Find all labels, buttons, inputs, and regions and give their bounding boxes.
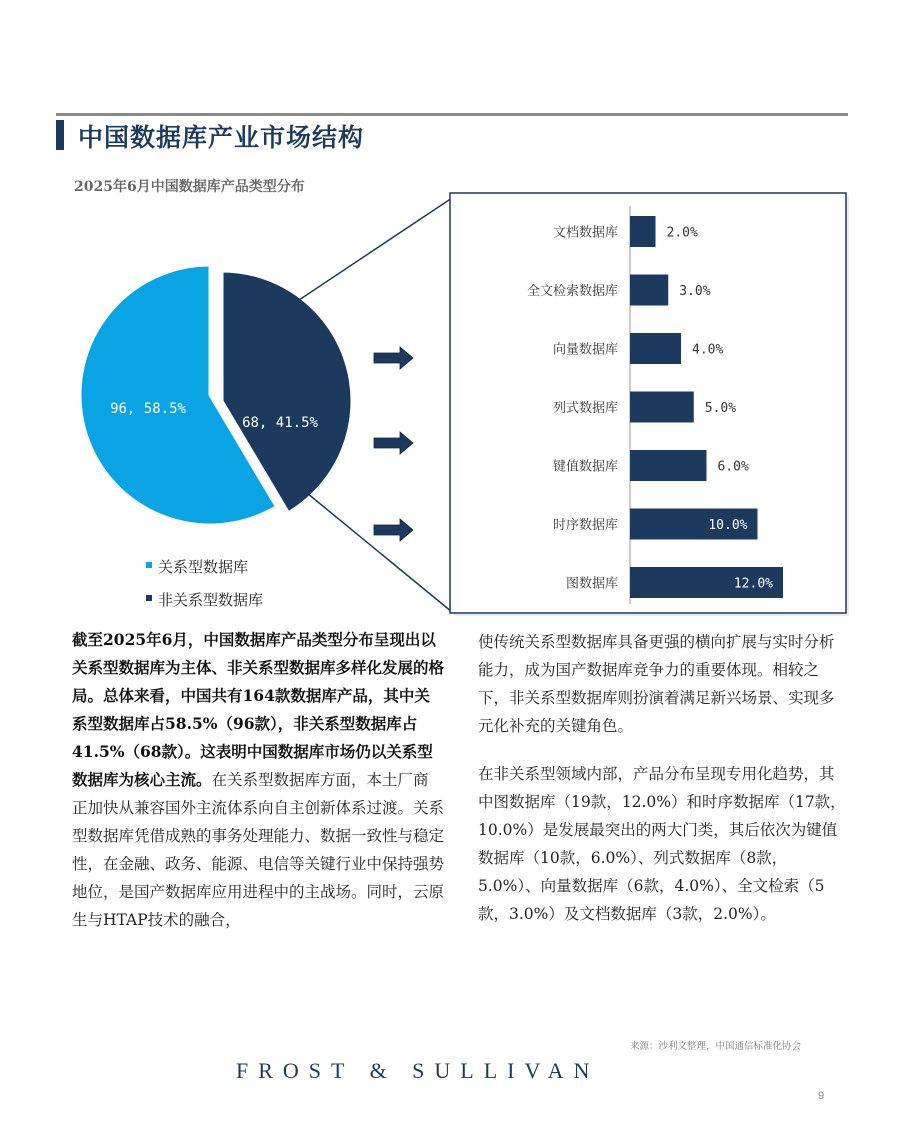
left-normal-paragraph: 在关系型数据库方面，本土厂商正加快从兼容国外主流体系向自主创新体系过渡。关系型数据库凭借成熟的事务处理能力、数据一致性与稳定性，在金融、政务、能源、电信等关键行业中保持强势地位，是国产数据库应用进程中的主战场。同时，云原生与HTAP技术的融合， [72, 771, 445, 929]
category-label: 键值数据库 [552, 459, 618, 475]
bar [630, 333, 681, 364]
value-label: 2.0% [666, 225, 698, 241]
legend-label-non-relational: 非关系型数据库 [158, 591, 264, 609]
category-label: 全文检索数据库 [526, 284, 618, 299]
category-label: 向量数据库 [552, 342, 618, 358]
brand-logo: FROST & SULLIVAN [236, 1058, 600, 1083]
arrow-icons [374, 347, 413, 541]
pie-label-non-relational: 68, 41.5% [242, 415, 318, 431]
right-paragraph-1: 使传统关系型数据库具备更强的横向扩展与实时分析能力，成为国产数据库竞争力的重要体现。相较之下，非关系型数据库则扮演着满足新兴场景、实现多元化补充的关键角色。 [478, 633, 835, 735]
right-text-column [478, 628, 848, 928]
bar [630, 275, 668, 306]
pie-chart [80, 265, 352, 525]
category-label: 时序数据库 [552, 518, 618, 533]
left-text-column [72, 626, 444, 934]
legend-swatch-relational [146, 562, 152, 568]
right-paragraph-2: 在非关系型领域内部，产品分布呈现专用化趋势，其中图数据库（19款，12.0%）和时序数据库（17款，10.0%）是发展最突出的两大门类，其后依次为键值数据库（10款，6.0%）、列式数据库（8款，5.0%）、向量数据库（6款，4.0%）、全文检索（5款，3.0%）及文档数据库（3款，2.0%）。 [478, 765, 846, 923]
legend-label-relational: 关系型数据库 [158, 558, 249, 576]
chart-subtitle: 2025年6月中国数据库产品类型分布 [74, 179, 305, 195]
arrow-icon [374, 347, 413, 369]
source-note: 来源：沙利文整理，中国通信标准化协会 [630, 1041, 802, 1052]
bar [630, 216, 656, 247]
bar [630, 392, 694, 423]
legend-swatch-non-relational [146, 595, 152, 601]
bar-chart [450, 193, 849, 616]
left-bold-paragraph: 截至2025年6月，中国数据库产品类型分布呈现出以关系型数据库为主体、非关系型数据库多样化发展的格局。总体来看，中国共有164款数据库产品，其中关系型数据库占58.5%（96款），非关系型数据库占41.5%（68款）。这表明中国数据库市场仍以关系型数据库为核心主流。 [72, 630, 445, 789]
connector-line-top [296, 198, 452, 302]
pie-label-relational: 96, 58.5% [110, 401, 186, 417]
page-number: 9 [818, 1090, 825, 1102]
value-label: 5.0% [704, 401, 737, 416]
value-label: 4.0% [692, 342, 724, 358]
value-label: 3.0% [679, 284, 711, 299]
value-label: 10.0% [708, 518, 748, 533]
legend-item-relational [146, 556, 248, 577]
arrow-icon [374, 432, 413, 454]
category-label: 文档数据库 [552, 225, 618, 241]
value-label: 12.0% [733, 576, 773, 592]
category-label: 图数据库 [565, 576, 618, 592]
page-title: 中国数据库产业市场结构 [78, 123, 365, 152]
category-label: 列式数据库 [552, 401, 618, 416]
arrow-icon [374, 519, 413, 541]
bar [630, 450, 707, 481]
connector-line-bottom [296, 484, 452, 612]
legend-item-non-relational [146, 589, 263, 610]
value-label: 6.0% [717, 459, 749, 475]
